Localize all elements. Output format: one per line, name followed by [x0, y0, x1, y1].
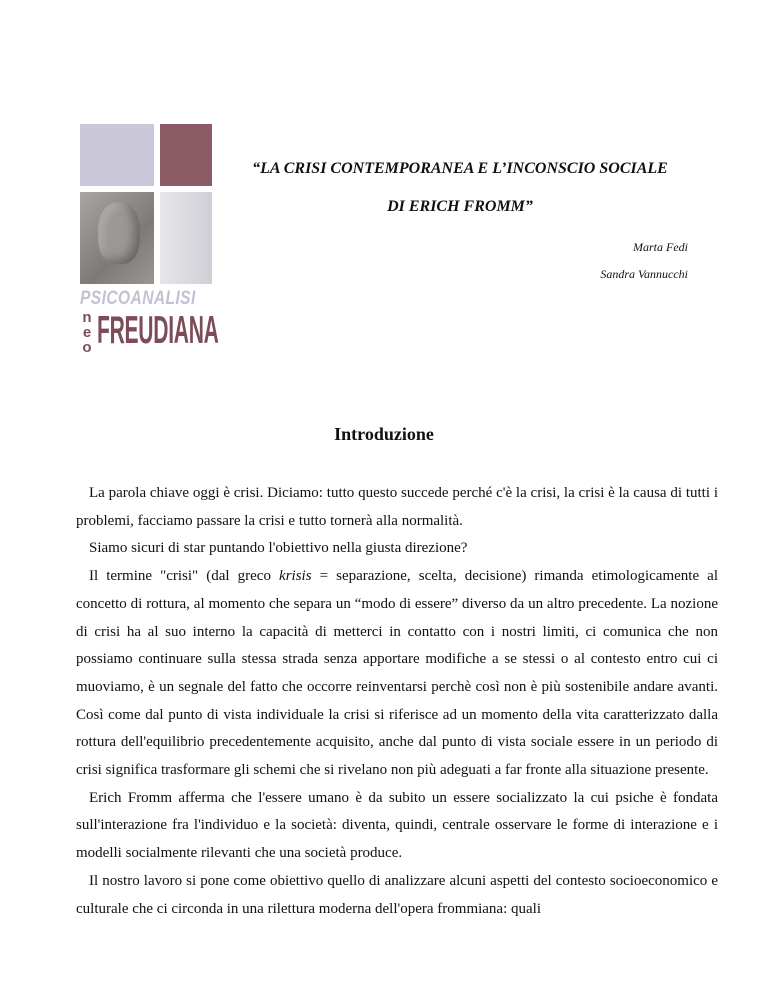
logo-sculpture-image	[80, 192, 154, 284]
body-text	[76, 480, 718, 923]
paragraph: Siamo sicuri di star puntando l'obiettivo nella giusta direzione?	[89, 540, 468, 557]
paragraph: Il termine "crisi" (dal greco krisis = separazione, scelta, decisione) rimanda etimologicamente al concetto di rottura, al momento che separa un “modo di essere” diverso da un altro precedente. La nozione di crisi ha al suo interno la capacità di metterci in contatto con i nostri limiti, ci comunica che non possiamo continuare sulla stessa strada senza apportare modifiche a se stessi o al contesto entro cui ci muoviamo, è un segnale del fatto che occorre reinventarsi perchè così non è più sostenibile andare avanti. Così come dal punto di vista individuale la crisi si riferisce ad un momento della vita caratterizzato dalla rottura dell'equilibrio precedentemente acquisito, anche dal punto di vista sociale essere in un periodo di crisi significa trasformare gli schemi che si rivelano non più adeguati a far fronte alla situazione presente.	[76, 568, 718, 779]
paragraph: La parola chiave oggi è crisi. Diciamo: tutto questo succede perché c'è la crisi, la crisi è la causa di tutti i problemi, facciamo passare la crisi e tutto tornerà alla normalità.	[76, 485, 718, 529]
paragraph: Il nostro lavoro si pone come obiettivo quello di analizzare alcuni aspetti del contesto socioeconomico e culturale che ci circonda in una rilettura moderna dell'opera frommiana: quali	[76, 872, 718, 917]
logo-text-neo: n e o	[82, 309, 92, 356]
document-title	[190, 150, 730, 226]
title-line-1: “LA CRISI CONTEMPORANEA E L’INCONSCIO SOCIALE	[252, 160, 668, 177]
section-heading: Introduzione	[334, 424, 434, 444]
title-line-2: DI ERICH FROMM”	[387, 198, 533, 215]
logo-text-freudiana: FREUDIANA	[97, 309, 219, 352]
logo-lavender-square	[80, 124, 154, 186]
author-list	[600, 234, 688, 288]
sculpted-face-icon	[98, 202, 140, 264]
author-name: Marta Fedi	[633, 240, 688, 254]
logo-text-psicoanalisi: PSICOANALISI	[80, 288, 196, 309]
greek-term: krisis	[279, 568, 312, 585]
author-name: Sandra Vannucchi	[600, 267, 688, 281]
paragraph: Erich Fromm afferma che l'essere umano è da subito un essere socializzato la cui psiche è fondata sull'interazione fra l'individuo e la società: diventa, quindi, centrale osservare le forme di interazione e i modelli socialmente rilevanti che una società produce.	[76, 789, 718, 862]
